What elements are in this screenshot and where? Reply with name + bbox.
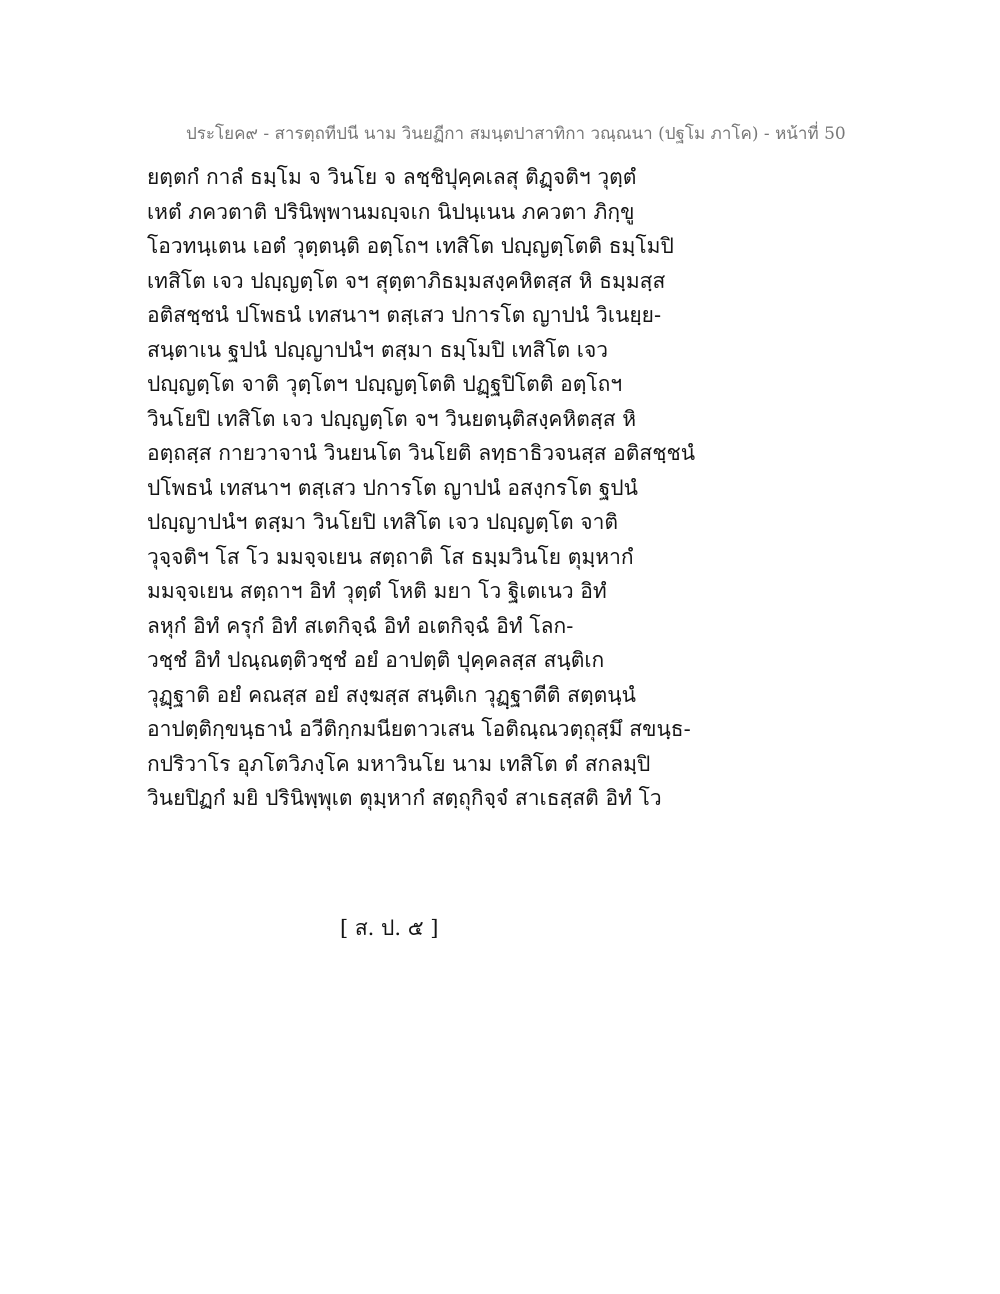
text-line: สนฺตาเน ฐปนํ ปญฺญาปนํฯ ตสฺมา ธมฺโมปิ เทสิโต เจว	[147, 337, 609, 362]
text-line: กปริวาโร อุภโตวิภงฺโค มหาวินโย นาม เทสิโต ตํ สกลมฺปิ	[147, 751, 651, 776]
body-text	[147, 160, 847, 816]
text-line: ปญฺญตฺโต จาติ วุตฺโตฯ ปญฺญตฺโตติ ปฏฺฐปิโตติ อตฺโถฯ	[147, 372, 623, 396]
text-line: เทสิโต เจว ปญฺญตฺโต จฯ สุตฺตาภิธมฺมสงฺคหิตสฺส หิ ธมฺมสฺส	[147, 268, 666, 293]
running-header: ประโยค๙ - สารตฺถทีปนี นาม วินยฏีกา สมนฺตปาสาทิกา วณฺณนา (ปฐโม ภาโค) - หน้าที่ 50	[186, 124, 846, 144]
text-line: ปโพธนํ เทสนาฯ ตสฺเสว ปการโต ญาปนํ อสงฺกรโต ฐปนํ	[147, 475, 638, 500]
text-line: เหตํ ภควตาติ ปรินิพฺพานมญฺจเก นิปนฺเนน ภควตา ภิกฺขู	[147, 199, 635, 224]
page-mark: [ ส. ป. ๕ ]	[340, 916, 439, 940]
text-line: วินโยปิ เทสิโต เจว ปญฺญตฺโต จฯ วินยตนฺติสงฺคหิตสฺส หิ	[147, 406, 637, 431]
text-line: วุจฺจติฯ โส โว มมจฺจเยน สตฺถาติ โส ธมฺมวินโย ตุมฺหากํ	[147, 544, 634, 569]
text-line: วินยปิฏกํ มยิ ปรินิพฺพุเต ตุมฺหากํ สตฺถุกิจฺจํ สาเธสฺสติ อิทํ โว	[147, 786, 662, 810]
text-line: มมจฺจเยน สตฺถาฯ อิทํ วุตฺตํ โหติ มยา โว ฐิเตเนว อิทํ	[147, 579, 607, 603]
text-line: อาปตฺติกฺขนฺธานํ อวีติกฺกมนียตาวเสน โอติณฺณวตฺถุสฺมึ สขนฺธ-	[147, 717, 691, 741]
text-line: โอวทนฺเตน เอตํ วุตฺตนฺติ อตฺโถฯ เทสิโต ปญฺญตฺโตติ ธมฺโมปิ	[147, 234, 674, 258]
text-line: ยตฺตกํ กาลํ ธมฺโม จ วินโย จ ลชฺชิปุคฺคเลสุ ติฏฺจติฯ วุตฺตํ	[147, 165, 637, 189]
text-line: ปญฺญาปนํฯ ตสฺมา วินโยปิ เทสิโต เจว ปญฺญตฺโต จาติ	[147, 510, 619, 534]
text-line: อติสชฺชนํ ปโพธนํ เทสนาฯ ตสฺเสว ปการโต ญาปนํ วิเนยฺย-	[147, 303, 662, 327]
text-line: วุฏฺฐาติ อยํ คณสฺส อยํ สงฺฆสฺส สนฺติเก วุฏฺฐาตีติ สตฺตนฺนํ	[147, 682, 636, 707]
text-line: ลหุกํ อิทํ ครุกํ อิทํ สเตกิจฺฉํ อิทํ อเตกิจฺฉํ อิทํ โลก-	[147, 613, 574, 638]
text-line: อตฺถสฺส กายวาจานํ วินยนโต วินโยติ ลทฺธาธิวจนสฺส อติสชฺชนํ	[147, 441, 696, 465]
text-line: วชฺชํ อิทํ ปณฺณตฺติวชฺชํ อยํ อาปตฺติ ปุคฺคลสฺส สนฺติเก	[147, 648, 605, 672]
